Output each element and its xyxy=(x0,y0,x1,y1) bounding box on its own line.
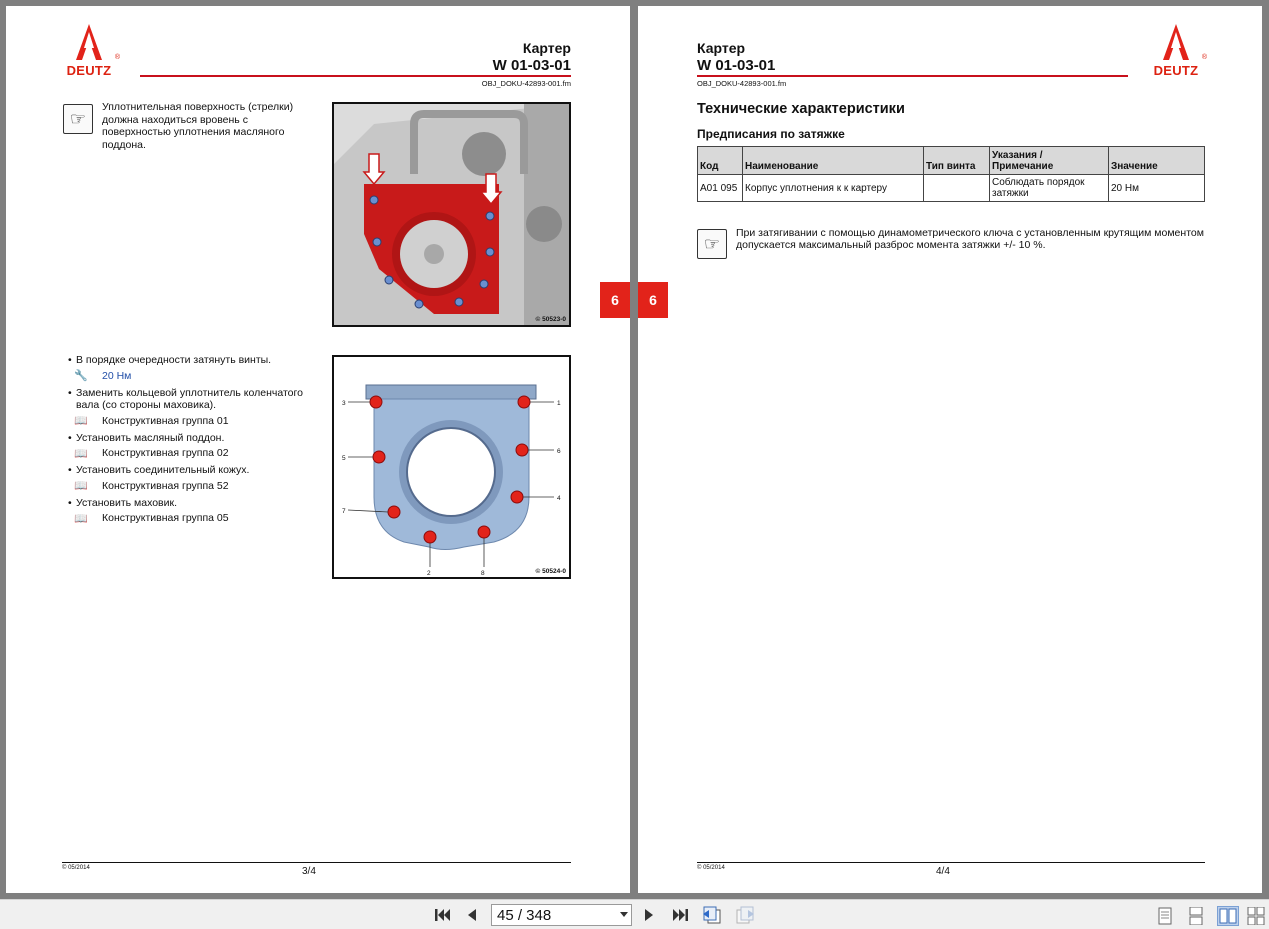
header-title: Картер xyxy=(522,40,571,56)
page-number-field[interactable] xyxy=(491,904,632,926)
header-rule xyxy=(697,75,1128,77)
deutz-logo xyxy=(1149,22,1207,78)
logo-text: DEUTZ xyxy=(1153,63,1199,78)
footer-copyright: © 05/2014 xyxy=(62,865,90,871)
steps-list xyxy=(68,354,318,529)
step-item: • Установить соединительный кожух. xyxy=(68,464,250,476)
col-header: Значение xyxy=(1109,147,1205,175)
header-title: Картер xyxy=(697,40,746,56)
header-file: OBJ_DOKU-42893-001.fm xyxy=(481,79,571,88)
document-page-right xyxy=(638,6,1262,893)
note-text: При затягивании с помощью динамометрического ключа с установленным крутящим моментом допускается максимальный разброс момента затяжки +/- 10 %. xyxy=(736,227,1204,251)
logo-text: DEUTZ xyxy=(66,63,112,78)
bolt-label-3: 3 xyxy=(342,400,346,407)
step-item: • Установить маховик. xyxy=(68,496,178,509)
table-header-row xyxy=(698,147,1205,175)
book-icon: 📖 xyxy=(74,480,88,492)
step-sub-reference: 📖 Конструктивная группа 02 xyxy=(74,447,229,460)
book-icon: 📖 xyxy=(74,415,88,427)
two-page-view-icon[interactable] xyxy=(1217,906,1239,926)
header-file: OBJ_DOKU-42893-001.fm xyxy=(697,79,787,88)
deutz-flame-icon xyxy=(1149,22,1203,62)
viewer-toolbar xyxy=(0,899,1269,929)
next-view-icon[interactable] xyxy=(733,905,757,925)
torque-spec-table xyxy=(697,146,1205,202)
last-page-icon[interactable] xyxy=(669,905,691,925)
continuous-view-icon[interactable] xyxy=(1185,906,1207,926)
col-header: Указания / Примечание xyxy=(990,147,1109,175)
bolt-label-1: 1 xyxy=(557,400,561,407)
footer-copyright: © 05/2014 xyxy=(697,865,725,871)
chapter-tab-left: 6 xyxy=(600,282,630,318)
torque-wrench-icon: 🔧 xyxy=(74,370,88,382)
previous-view-icon[interactable] xyxy=(700,905,724,925)
bolt-label-7: 7 xyxy=(342,508,346,515)
page-number: 4/4 xyxy=(936,866,950,877)
note-text: Уплотнительная поверхность (стрелки) должна находиться вровень с поверхностью уплотнения масляного поддона. xyxy=(102,101,294,151)
registered-mark: ® xyxy=(1201,54,1207,61)
crankcase-illustration xyxy=(334,104,569,325)
bolt-label-2: 2 xyxy=(427,570,431,577)
document-page-left xyxy=(6,6,630,893)
step-item: • Установить масляный поддон. xyxy=(68,431,225,444)
header-code: W 01-03-01 xyxy=(492,57,571,74)
bolt-label-6: 6 xyxy=(557,448,561,455)
step-sub-reference: 📖 Конструктивная группа 52 xyxy=(74,479,229,492)
col-header: Код xyxy=(698,147,743,175)
table-cell: A01 095 xyxy=(698,175,743,202)
step-item: • Заменить кольцевой уплотнитель коленчатого вала (со стороны маховика). xyxy=(68,386,303,411)
step-item: • В порядке очередности затянуть винты. xyxy=(68,354,272,366)
header-rule xyxy=(140,75,571,77)
step-sub-torque xyxy=(68,367,318,385)
two-page-continuous-view-icon[interactable] xyxy=(1245,906,1267,926)
bolt-label-5: 5 xyxy=(342,455,346,462)
footer-rule xyxy=(697,862,1205,863)
deutz-logo xyxy=(62,22,120,78)
header-code: W 01-03-01 xyxy=(697,57,776,74)
hand-pointer-icon: ☞ xyxy=(63,104,93,134)
hand-pointer-icon: ☞ xyxy=(697,229,727,259)
bolt-label-8: 8 xyxy=(481,570,485,577)
table-cell: Корпус уплотнения к к картеру xyxy=(743,175,924,202)
figure-code: © 50523-0 xyxy=(535,316,566,323)
book-icon: 📖 xyxy=(74,512,88,525)
section-subheading: Предписания по затяжке xyxy=(697,127,845,141)
chevron-down-icon[interactable] xyxy=(620,912,628,917)
figure-bolt-sequence xyxy=(332,355,571,579)
page-number-value: 45 / 348 xyxy=(497,906,552,924)
deutz-flame-icon xyxy=(62,22,116,62)
table-cell: Соблюдать порядок затяжки xyxy=(990,175,1109,202)
step-sub-reference: 📖 Конструктивная группа 05 xyxy=(74,512,229,525)
prev-page-icon[interactable] xyxy=(463,905,481,925)
registered-mark: ® xyxy=(114,54,120,61)
col-header: Наименование xyxy=(743,147,924,175)
torque-value: 20 Нм xyxy=(102,369,132,382)
step-sub-reference: 📖 Конструктивная группа 01 xyxy=(74,414,229,427)
book-icon: 📖 xyxy=(74,447,88,460)
bolt-label-4: 4 xyxy=(557,495,561,502)
first-page-icon[interactable] xyxy=(432,905,454,925)
footer-rule xyxy=(62,862,571,863)
figure-crankcase-photo xyxy=(332,102,571,327)
next-page-icon[interactable] xyxy=(640,905,658,925)
seal-housing-diagram xyxy=(334,357,569,577)
table-row xyxy=(698,175,1205,202)
page-number: 3/4 xyxy=(302,866,316,877)
single-page-view-icon[interactable] xyxy=(1154,906,1176,926)
table-cell xyxy=(924,175,990,202)
figure-code: © 50524-0 xyxy=(535,568,566,575)
table-cell: 20 Нм xyxy=(1109,175,1205,202)
section-heading: Технические характеристики xyxy=(697,101,905,117)
col-header: Тип винта xyxy=(924,147,990,175)
chapter-tab-right: 6 xyxy=(638,282,668,318)
